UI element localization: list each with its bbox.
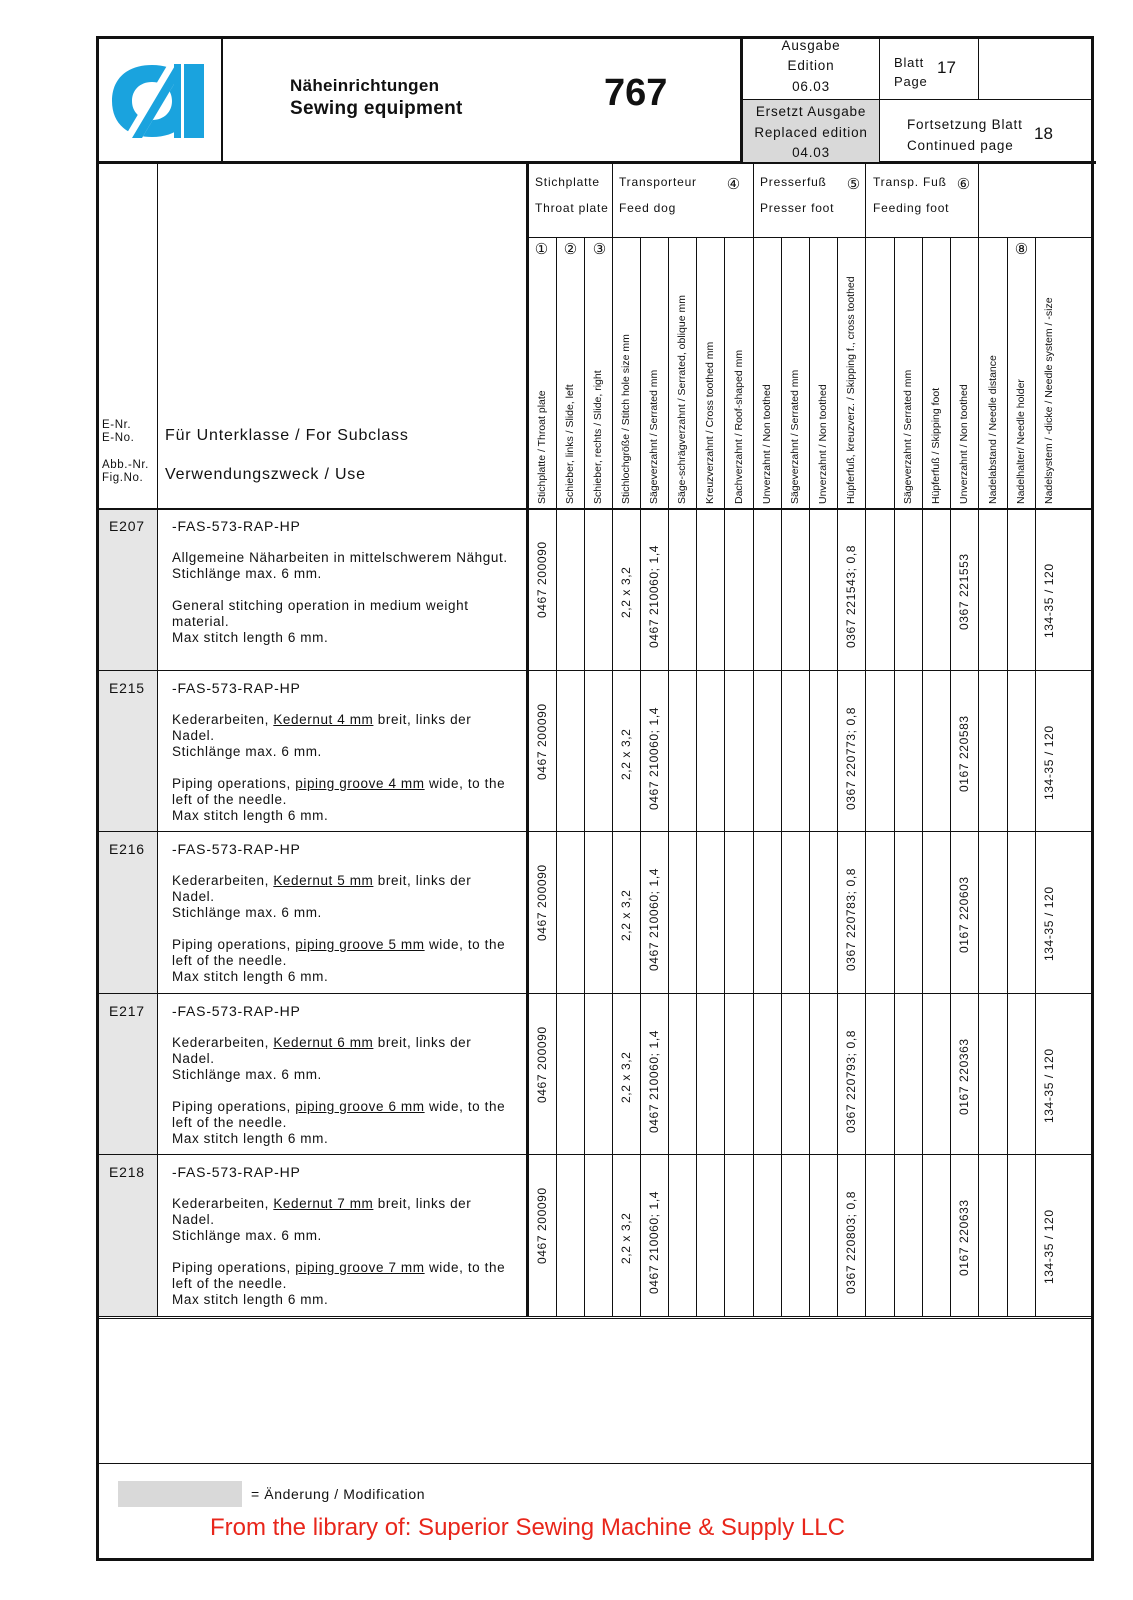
marker-1: ① xyxy=(534,241,549,258)
row-feeding-non-toothed: 0167 220633 xyxy=(957,1199,971,1276)
row-presser-foot: 0367 221543; 0,8 xyxy=(844,544,858,648)
row-subclass: -FAS-573-RAP-HP xyxy=(172,518,301,534)
row-description xyxy=(172,1035,517,1147)
subclass-header: Für Unterklasse / For Subclass xyxy=(165,427,409,444)
row-throat-plate: 0467 200090 xyxy=(535,1187,549,1264)
group-presser-de: Presserfuß xyxy=(760,175,827,189)
row-desc-de xyxy=(172,712,517,744)
row-needle-system: 134-35 / 120 xyxy=(1042,1209,1056,1284)
row-needle-system: 134-35 / 120 xyxy=(1042,563,1056,638)
row-hole-size: 2,2 x 3,2 xyxy=(619,1051,633,1103)
row-desc-de-stitch: Stichlänge max. 6 mm. xyxy=(172,1228,322,1243)
column-header-11: Unverzahnt / Non toothed xyxy=(817,384,829,504)
row-feeding-non-toothed: 0167 220363 xyxy=(957,1038,971,1115)
column-line xyxy=(612,164,613,1316)
row-desc-en-stitch: Max stitch length 6 mm. xyxy=(172,969,329,984)
footer-divider xyxy=(96,1463,1094,1464)
group-feeding-num: ⑥ xyxy=(956,176,971,193)
row-feed-serrated: 0467 210060; 1,4 xyxy=(647,1190,661,1294)
replaced-label-de: Ersetzt Ausgabe xyxy=(755,104,867,119)
row-desc-de-stitch: Stichlänge max. 6 mm. xyxy=(172,905,322,920)
row-feed-serrated: 0467 210060; 1,4 xyxy=(647,867,661,971)
column-header-2: Schieber, links / Slide, left xyxy=(564,384,576,504)
row-desc-en-post: wide, to the left of the needle. xyxy=(172,937,506,968)
row-presser-foot: 0367 220783; 0,8 xyxy=(844,867,858,971)
modification-legend: = Änderung / Modification xyxy=(251,1486,426,1502)
row-desc-en-pre: Piping operations, xyxy=(172,937,296,952)
group-throat-de: Stichplatte xyxy=(535,175,600,189)
group-feed-num: ④ xyxy=(726,176,741,193)
column-header-8: Dachverzahnt / Roof-shaped mm xyxy=(732,349,745,504)
row-line xyxy=(96,993,1094,994)
table-bottom-line xyxy=(96,1318,1094,1319)
continued-label-en: Continued page xyxy=(907,138,1014,153)
column-header-9: Unverzahnt / Non toothed xyxy=(761,384,773,504)
row-desc-en-pre: Piping operations, xyxy=(172,1099,296,1114)
row-hole-size: 2,2 x 3,2 xyxy=(619,566,633,618)
row-desc-de-pre: Kederarbeiten, xyxy=(172,873,274,888)
logo-divider xyxy=(221,36,223,163)
row-subclass: -FAS-573-RAP-HP xyxy=(172,1164,301,1180)
group-presser-num: ⑤ xyxy=(846,176,861,193)
page-divider xyxy=(978,36,979,99)
library-watermark: From the library of: Superior Sewing Machine & Supply LLC xyxy=(210,1514,845,1541)
row-needle-system: 134-35 / 120 xyxy=(1042,1048,1056,1123)
group-feed-de: Transporteur xyxy=(619,175,697,189)
row-desc-en xyxy=(172,1260,517,1292)
column-header-14: Sägeverzahnt / Serrated mm xyxy=(902,369,914,504)
group-feeding-en: Feeding foot xyxy=(873,201,950,215)
row-desc-en-pre: Piping operations, xyxy=(172,1260,296,1275)
row-desc-en-post: wide, to the left of the needle. xyxy=(172,1260,506,1291)
row-desc-de-stitch: Stichlänge max. 6 mm. xyxy=(172,744,322,759)
title-en: Sewing equipment xyxy=(290,98,463,119)
row-description xyxy=(172,873,517,985)
row-hole-size: 2,2 x 3,2 xyxy=(619,1212,633,1264)
column-header-17: Nadelabstand / Needle distance xyxy=(986,355,999,504)
row-feeding-non-toothed: 0367 221553 xyxy=(957,553,971,630)
row-line xyxy=(96,1316,1094,1317)
eno-label-en: E-No. xyxy=(102,432,135,444)
row-eno: E216 xyxy=(109,841,145,857)
column-header-10: Sägeverzahnt / Serrated mm xyxy=(789,369,801,504)
row-presser-foot: 0367 220803; 0,8 xyxy=(844,1190,858,1294)
continued-value: 18 xyxy=(1034,124,1053,143)
row-desc-de-groove: Kedernut 6 mm xyxy=(273,1035,374,1050)
edition-value: 06.03 xyxy=(792,79,830,94)
fig-label-de: Abb.-Nr. xyxy=(102,459,149,471)
row-desc-de-pre: Kederarbeiten, xyxy=(172,1035,274,1050)
row-line xyxy=(96,1154,1094,1155)
fig-label-en: Fig.No. xyxy=(102,472,144,484)
row-desc-gap xyxy=(172,582,517,598)
row-desc-de-post: breit, links der Nadel. xyxy=(172,1035,472,1066)
marker-3: ③ xyxy=(592,241,607,258)
row-desc-de-pre: Kederarbeiten, xyxy=(172,1196,274,1211)
row-desc-en-stitch: Max stitch length 6 mm. xyxy=(172,1292,329,1307)
row-throat-plate: 0467 200090 xyxy=(535,1026,549,1103)
row-desc-de xyxy=(172,550,517,566)
row-desc-en-stitch: Max stitch length 6 mm. xyxy=(172,1131,329,1146)
row-presser-foot: 0367 220773; 0,8 xyxy=(844,706,858,810)
row-desc-en-groove: piping groove 6 mm xyxy=(295,1099,425,1114)
row-desc-gap xyxy=(172,1083,517,1099)
column-line xyxy=(978,164,979,1316)
page-label-de: Blatt xyxy=(894,55,925,70)
row-desc-en-groove: piping groove 4 mm xyxy=(295,776,425,791)
row-description xyxy=(172,712,517,824)
row-description xyxy=(172,550,517,646)
row-desc-en-post: wide, to the left of the needle. xyxy=(172,776,506,807)
column-line xyxy=(753,164,754,1316)
continued-label-de: Fortsetzung Blatt xyxy=(907,117,1023,132)
column-header-4: Stichlochgröße / Stitch hole size mm xyxy=(620,334,632,504)
row-throat-plate: 0467 200090 xyxy=(535,864,549,941)
row-subclass: -FAS-573-RAP-HP xyxy=(172,1003,301,1019)
row-needle-system: 134-35 / 120 xyxy=(1042,886,1056,961)
row-line xyxy=(96,670,1094,671)
row-desc-de-stitch: Stichlänge max. 6 mm. xyxy=(172,1067,322,1082)
column-header-12: Hüpferfuß, kreuzverz. / Skipping f., cross toothed xyxy=(845,276,857,504)
column-header-7: Kreuzverzahnt / Cross toothed mm xyxy=(704,341,716,504)
row-subclass: -FAS-573-RAP-HP xyxy=(172,680,301,696)
row-needle-system: 134-35 / 120 xyxy=(1042,725,1056,800)
row-desc-de-post: breit, links der Nadel. xyxy=(172,1196,472,1227)
row-desc-en-groove: piping groove 7 mm xyxy=(295,1260,425,1275)
column-header-16: Unverzahnt / Non toothed xyxy=(958,384,970,504)
marker-2: ② xyxy=(563,241,578,258)
column-header-19: Nadelsystem / -dicke / Needle system / -size xyxy=(1043,297,1055,504)
column-header-6: Säge-schrägverzahnt / Serrated, oblique mm xyxy=(676,295,688,504)
marker-8: ⑧ xyxy=(1014,241,1029,258)
row-desc-de xyxy=(172,1035,517,1067)
row-feed-serrated: 0467 210060; 1,4 xyxy=(647,544,661,648)
row-presser-foot: 0367 220793; 0,8 xyxy=(844,1029,858,1133)
row-desc-de xyxy=(172,873,517,905)
column-header-3: Schieber, rechts / Slide, right xyxy=(592,370,604,504)
row-feed-serrated: 0467 210060; 1,4 xyxy=(647,706,661,810)
title-de: Näheinrichtungen xyxy=(290,76,440,95)
row-desc-en xyxy=(172,598,517,630)
column-header-18: Nadelhalter/ Needle holder xyxy=(1015,379,1027,504)
column-header-15: Hüpferfuß / Skipping foot xyxy=(930,387,942,504)
column-header-1: Stichplatte / Throat plate xyxy=(536,390,548,504)
row-desc-de-stitch: Stichlänge max. 6 mm. xyxy=(172,566,322,581)
row-desc-en-pre: Piping operations, xyxy=(172,776,296,791)
row-desc-en xyxy=(172,937,517,969)
row-desc-de-groove: Kedernut 4 mm xyxy=(273,712,374,727)
row-subclass: -FAS-573-RAP-HP xyxy=(172,841,301,857)
duerkopp-logo xyxy=(108,60,208,142)
row-desc-en-stitch: Max stitch length 6 mm. xyxy=(172,630,329,645)
page-label-en: Page xyxy=(894,74,928,89)
edition-label-de: Ausgabe xyxy=(781,38,841,53)
row-eno: E207 xyxy=(109,518,145,534)
row-desc-gap xyxy=(172,760,517,776)
eno-label-de: E-Nr. xyxy=(102,419,132,431)
row-throat-plate: 0467 200090 xyxy=(535,703,549,780)
column-line xyxy=(865,164,866,1316)
row-desc-de-pre: Allgemeine Näharbeiten in mittelschwerem Nähgut. xyxy=(172,550,508,565)
group-feeding-de: Transp. Fuß xyxy=(873,175,947,189)
row-eno: E215 xyxy=(109,680,145,696)
row-eno: E217 xyxy=(109,1003,145,1019)
row-eno: E218 xyxy=(109,1164,145,1180)
group-throat-en: Throat plate xyxy=(535,201,609,215)
row-feeding-non-toothed: 0167 220583 xyxy=(957,715,971,792)
row-throat-plate: 0467 200090 xyxy=(535,541,549,618)
row-desc-gap xyxy=(172,1244,517,1260)
use-column-divider xyxy=(526,164,529,1316)
page-value: 17 xyxy=(937,58,956,77)
row-desc-en xyxy=(172,776,517,808)
row-feed-serrated: 0467 210060; 1,4 xyxy=(647,1029,661,1133)
row-description xyxy=(172,1196,517,1308)
row-desc-en-groove: piping groove 5 mm xyxy=(295,937,425,952)
header-divider xyxy=(96,161,1096,164)
use-header: Verwendungszweck / Use xyxy=(165,466,366,483)
class-number: 767 xyxy=(604,72,668,114)
row-hole-size: 2,2 x 3,2 xyxy=(619,728,633,780)
row-desc-gap xyxy=(172,921,517,937)
edition-label-en: Edition xyxy=(787,58,835,73)
row-desc-de-post: breit, links der Nadel. xyxy=(172,712,472,743)
modification-swatch xyxy=(118,1481,242,1507)
group-presser-en: Presser foot xyxy=(760,201,835,215)
replaced-value: 04.03 xyxy=(792,145,830,160)
row-desc-en-post: wide, to the left of the needle. xyxy=(172,1099,506,1130)
row-line xyxy=(96,508,1094,510)
row-desc-de-post: breit, links der Nadel. xyxy=(172,873,472,904)
row-desc-en xyxy=(172,1099,517,1131)
row-desc-en-pre: General stitching operation in medium weight material. xyxy=(172,598,469,629)
column-header-5: Sägeverzahnt / Serrated mm xyxy=(648,369,660,504)
group-feed-en: Feed dog xyxy=(619,201,677,215)
row-desc-en-stitch: Max stitch length 6 mm. xyxy=(172,808,329,823)
row-desc-de-pre: Kederarbeiten, xyxy=(172,712,274,727)
replaced-label-en: Replaced edition xyxy=(754,125,868,140)
row-line xyxy=(96,831,1094,832)
row-desc-de-groove: Kedernut 5 mm xyxy=(273,873,374,888)
group-header-line xyxy=(528,237,1094,238)
row-desc-de xyxy=(172,1196,517,1228)
row-hole-size: 2,2 x 3,2 xyxy=(619,889,633,941)
row-desc-de-groove: Kedernut 7 mm xyxy=(273,1196,374,1211)
row-feeding-non-toothed: 0167 220603 xyxy=(957,876,971,953)
enr-column-divider xyxy=(157,164,158,1316)
